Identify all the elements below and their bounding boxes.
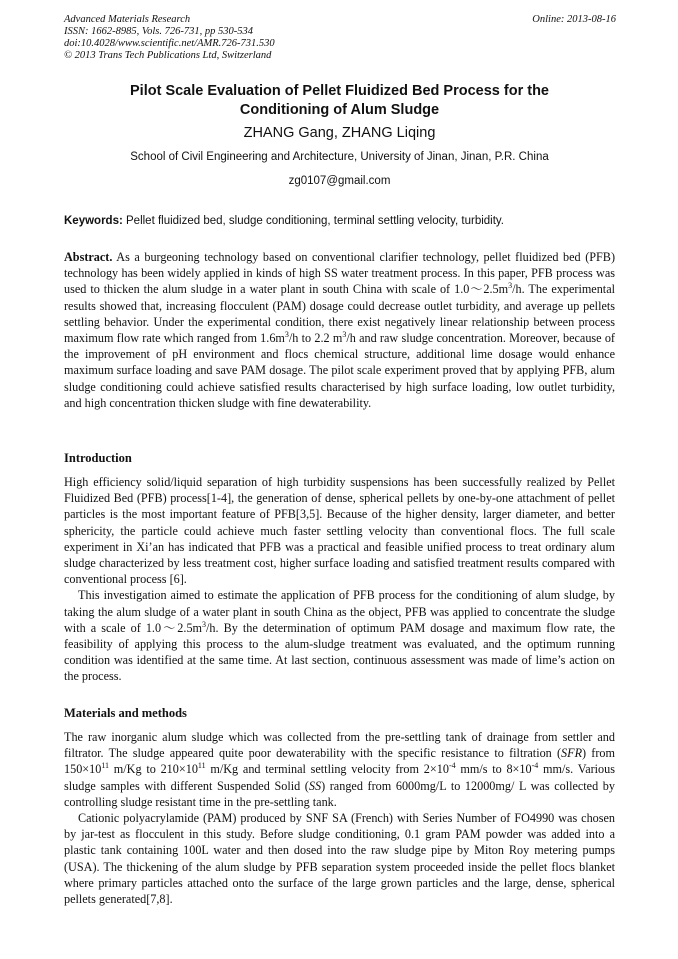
abstract-text-4: /h and raw sludge concentration. Moreover, because of the improvement of pH environment and flocs chemical structure, additional lime dosage would enhance maximum surface loading and save PAM dosage. The pilot scale experiment proved that by applying PFB, alum sludge conditioning could achieve satisfied results characterised by high surface loading, low outlet turbidity, and high concentration thicken sludge with fine dewaterability. [64,331,615,410]
abstract [64,249,615,411]
intro-text-a: This investigation aimed to estimate the application of PFB process for the conditioning of alum sludge, by taking the alum sludge of a water plant in south China as the object, PFB was applied to concentrate the sludge with a scale of 1.0～2.5m [64,588,615,635]
ss-term: SS [308,778,322,793]
superscript: 11 [197,761,206,771]
superscript: 3 [202,619,207,629]
introduction-paragraph-2 [64,587,615,684]
keywords [64,214,615,229]
title-line-1: Pilot Scale Evaluation of Pellet Fluidized Bed Process for the [130,83,549,99]
introduction-body [64,474,615,685]
superscript: -4 [531,761,539,771]
methods-paragraph-2: Cationic polyacrylamide (PAM) produced by SNF SA (French) with Series Number of FO4990 was chosen by jar-test as flocculent in this study. Before sludge conditioning, 0.1 gram PAM powder was added into a plastic tank containing 100L water and then dosed into the raw sludge pipe by Miton Roy metering pumps (USA). The thickening of the alum sludge by PFB separation system proceeded inside the pellet flocs blanket where primary particles attached onto the surface of the large grown particles and the large, dense, spherical pellets generated[7,8]. [64,811,615,907]
superscript: 3 [342,330,347,340]
methods-text: ) from 150×10 [64,746,615,777]
methods-text: mm/s to 8×10 [455,762,532,777]
doi-line: doi:10.4028/www.scientific.net/AMR.726-731.530 [64,38,275,49]
introduction-paragraph-1: High efficiency solid/liquid separation of high turbidity suspensions has been successfully realized by Pellet Fluidized Bed (PFB) process[1-4], the generation of dense, spherical pellets by one-by-one attachment of pellet particles is the most important feature of PFB[3,5]. Because of the higher density, larger diameter, and better sphericity, the particle could achieve much faster settling velocity than conventional flocs. The full scale experiment in Xi’an has indicated that PFB was a practical and feasible unified process to treat ordinary alum sludge characterized by less treatment cost, higher surface loading and satisfied treatment results compared with conventional process [6]. [64,475,615,587]
authors: ZHANG Gang, ZHANG Liqing [243,125,436,141]
author-email[interactable]: zg0107@gmail.com [288,175,391,187]
superscript: 3 [284,330,289,340]
title-line-2: Conditioning of Alum Sludge [239,102,440,118]
superscript: 11 [101,761,110,771]
superscript: 3 [508,281,513,291]
introduction-heading: Introduction [64,451,132,465]
affiliation: School of Civil Engineering and Architecture, University of Jinan, Jinan, P.R. China [130,151,549,163]
intro-text-b: /h. By the determination of optimum PAM dosage and maximum flow rate, the feasibility of applying this process to the alum-sludge treatment was evaluated, and the optimum running condition was identified at the same time. At last section, continuous assessment was made of lime’s action on the process. [64,620,615,684]
online-date: Online: 2013-08-16 [532,14,616,25]
abstract-text-1: As a burgeoning technology based on conventional clarifier technology, pellet fluidized bed (PFB) technology has been widely applied in kinds of high SS water treatment process. In this paper, PFB process was used to thicken the alum sludge in a water plant in south China with scale of 1.0～2.5m [64,250,615,297]
keywords-text: Pellet fluidized bed, sludge conditioning, terminal settling velocity, turbidity. [126,215,505,227]
abstract-label: Abstract. [64,250,113,264]
journal-header [64,14,275,62]
paper-title [64,82,615,120]
methods-body [64,729,615,907]
journal-name: Advanced Materials Research [64,14,191,25]
issn-line: ISSN: 1662-8985, Vols. 726-731, pp 530-534 [64,26,253,37]
abstract-text-3: /h to 2.2 m [288,331,343,346]
methods-heading: Materials and methods [64,706,187,720]
methods-text: mm/s. Various sludge samples with different Suspended Solid ( [64,762,615,793]
copyright-line: © 2013 Trans Tech Publications Ltd, Switzerland [64,50,272,61]
superscript: -4 [448,761,456,771]
sfr-term: SFR [561,746,583,761]
methods-text: m/Kg and terminal settling velocity from 2×10 [205,762,449,777]
methods-text: The raw inorganic alum sludge which was collected from the pre-settling tank of drainage from settler and filtrator. The sludge appeared quite poor dewaterability with the specific resistance to filtration ( [64,730,615,761]
abstract-text-2: /h. The experimental results showed that, increasing flocculent (PAM) dosage could decrease outlet turbidity, and average up pellets settling behavior. Under the experimental condition, there exist negatively linear relationship between process maximum flow rate which ranged from 1.6m [64,282,615,346]
methods-paragraph-1 [64,729,615,810]
keywords-label: Keywords: [64,215,123,227]
methods-text: ) ranged from 6000mg/L to 12000mg/ L was collected by controlling sludge resistant time in the pre-settling tank. [64,778,615,809]
methods-text: m/Kg to 210×10 [109,762,198,777]
